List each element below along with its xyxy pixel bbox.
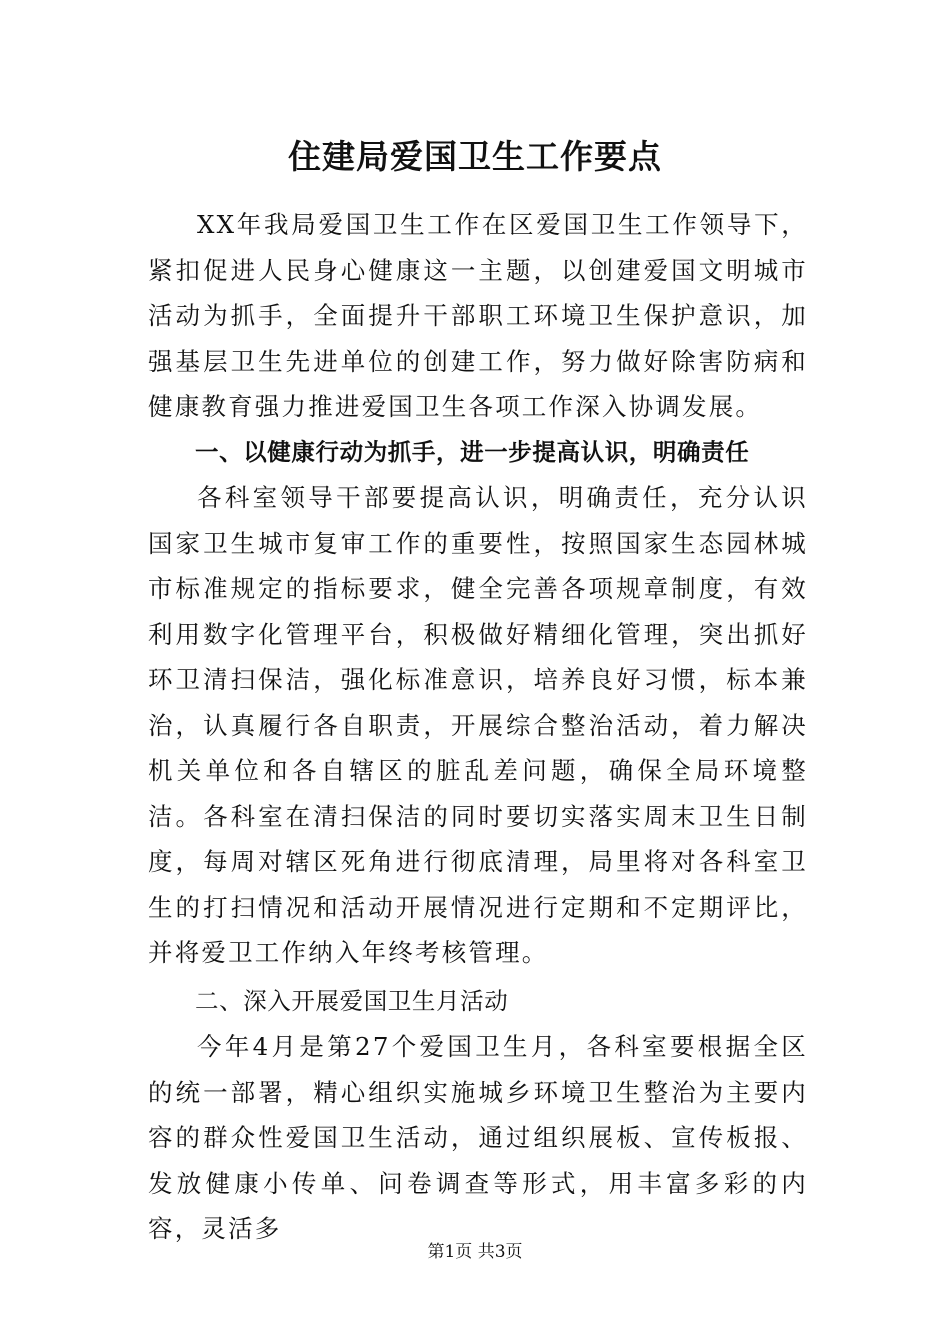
section-1-heading: 一、以健康行动为抓手，进一步提高认识，明确责任 — [195, 437, 750, 466]
section-1-paragraph: 各科室领导干部要提高认识，明确责任，充分认识国家卫生城市复审工作的重要性，按照国家生态园林城市标准规定的指标要求，健全完善各项规章制度，有效利用数字化管理平台，积极做好精细化管理，突出抓好环卫清扫保洁，强化标准意识，培养良好习惯，标本兼治，认真履行各自职责，开展综合整治活动，着力解决机关单位和各自辖区的脏乱差问题，确保全局环境整洁。各科室在清扫保洁的同时要切实落实周末卫生日制度，每周对辖区死角进行彻底清理，局里将对各科室卫生的打扫情况和活动开展情况进行定期和不定期评比，并将爱卫工作纳入年终考核管理。 — [148, 483, 808, 967]
intro-paragraph: XX年我局爱国卫生工作在区爱国卫生工作领导下，紧扣促进人民身心健康这一主题，以创建爱国文明城市活动为抓手，全面提升干部职工环境卫生保护意识，加强基层卫生先进单位的创建工作，努力做好除害防病和健康教育强力推进爱国卫生各项工作深入协调发展。 — [148, 210, 808, 421]
document-body — [148, 202, 808, 1252]
page-number-label: 第1页 共3页 — [427, 1242, 523, 1262]
section-2-paragraph: 今年4月是第27个爱国卫生月，各科室要根据全区的统一部署，精心组织实施城乡环境卫生整治为主要内容的群众性爱国卫生活动，通过组织展板、宣传板报、发放健康小传单、问卷调查等形式，用丰富多彩的内容，灵活多 — [148, 1032, 808, 1243]
page-footer — [0, 1240, 950, 1264]
document-title: 住建局爱国卫生工作要点 — [288, 137, 662, 176]
section-2-heading: 二、深入开展爱国卫生月活动 — [195, 986, 509, 1015]
